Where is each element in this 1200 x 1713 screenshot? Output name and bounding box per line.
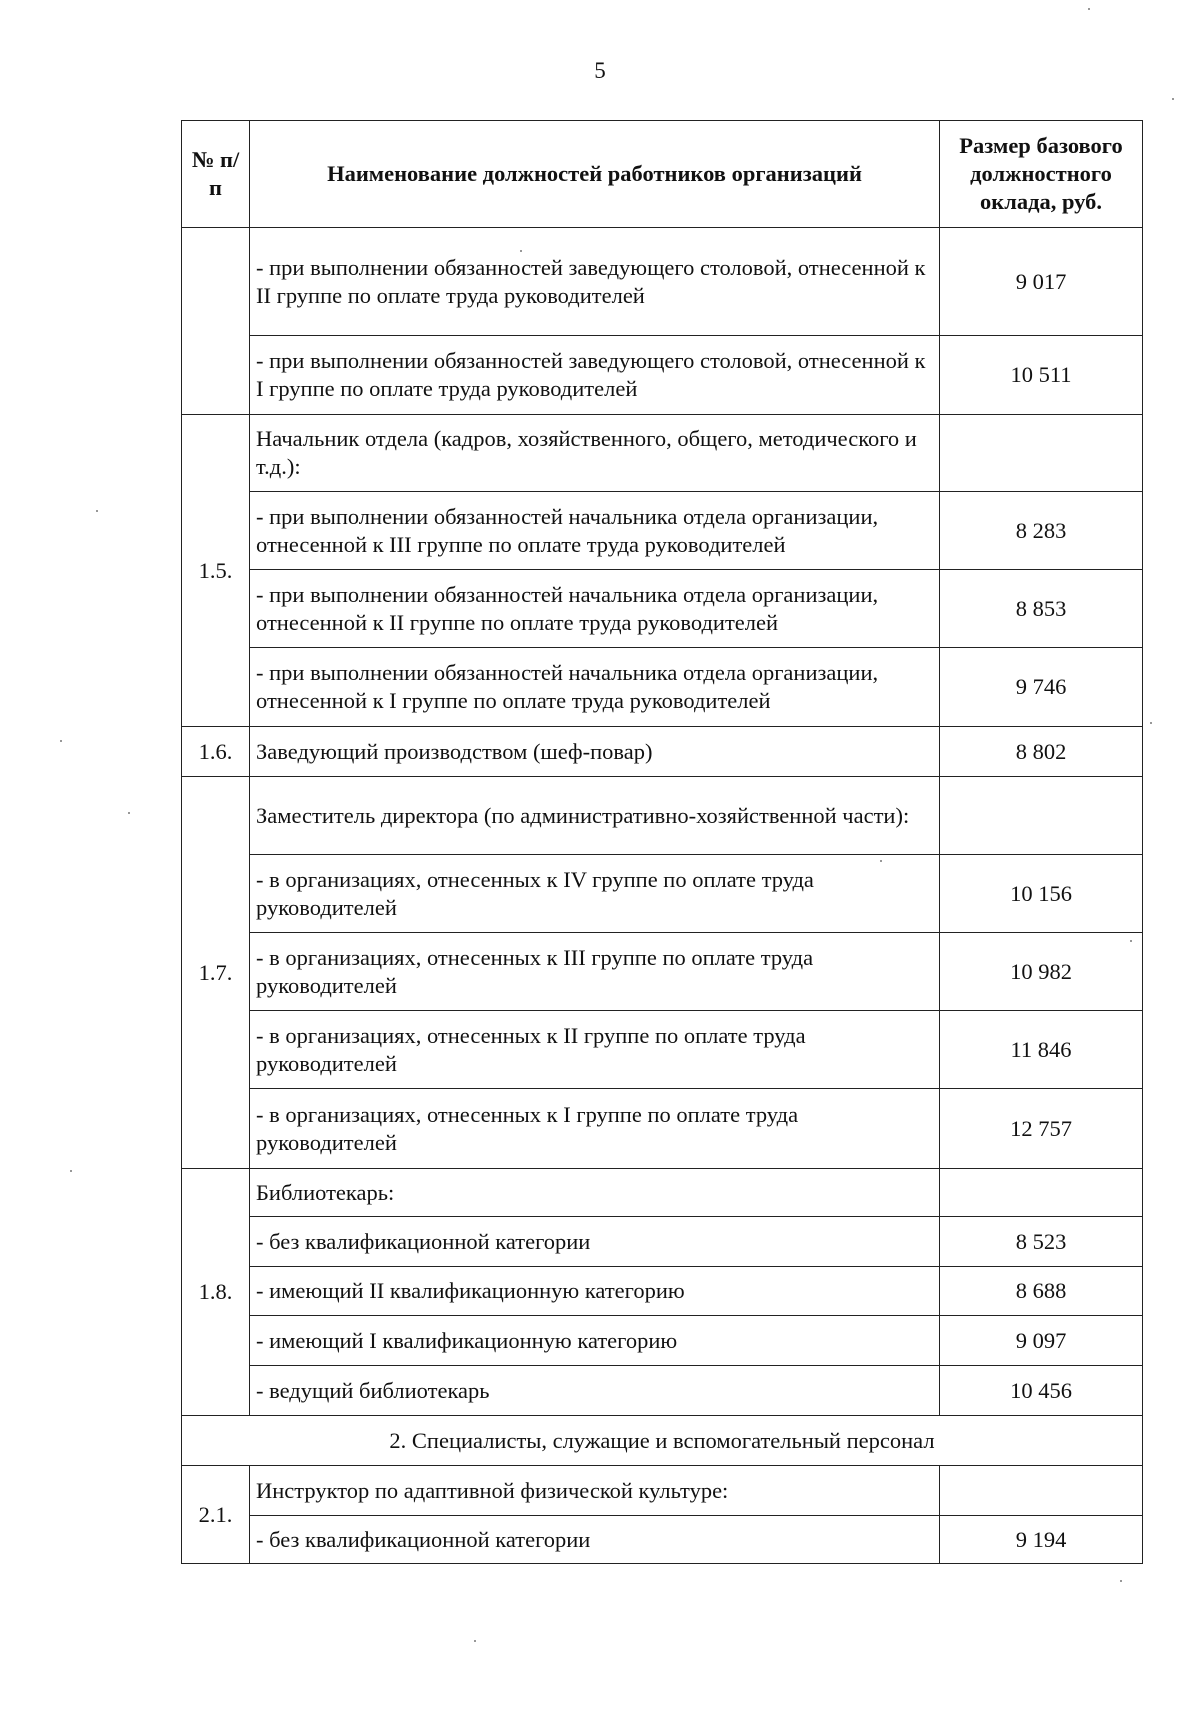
position-name: Библиотекарь:: [250, 1169, 940, 1217]
position-name: - в организациях, отнесенных к I группе по оплате труда руководителей: [250, 1089, 940, 1169]
table-row: [182, 1217, 1143, 1267]
header-num: № п/п: [182, 121, 250, 228]
scan-speck: [1172, 98, 1174, 100]
position-name: - в организациях, отнесенных к II группе по оплате труда руководителей: [250, 1011, 940, 1089]
position-name: - в организациях, отнесенных к III группе по оплате труда руководителей: [250, 933, 940, 1011]
salary-value: [940, 1169, 1143, 1217]
row-number: 1.8.: [182, 1169, 250, 1416]
row-number: 1.6.: [182, 727, 250, 777]
salary-value: 10 456: [940, 1366, 1143, 1416]
salary-value: [940, 1466, 1143, 1516]
salary-value: 9 194: [940, 1516, 1143, 1564]
page-number: 5: [594, 58, 606, 83]
table-row: [182, 336, 1143, 415]
salary-value: 9 017: [940, 228, 1143, 336]
table-row: [182, 1011, 1143, 1089]
table-row: [182, 777, 1143, 855]
salary-value: 10 511: [940, 336, 1143, 415]
table-row: [182, 727, 1143, 777]
salary-value: 8 688: [940, 1267, 1143, 1316]
position-name: - при выполнении обязанностей начальника отдела организации, отнесенной к I группе по оплате труда руководителей: [250, 648, 940, 727]
scan-speck: [96, 510, 98, 512]
position-name: - при выполнении обязанностей начальника отдела организации, отнесенной к II группе по оплате труда руководителей: [250, 570, 940, 648]
section-heading: 2. Специалисты, служащие и вспомогательный персонал: [182, 1416, 1143, 1466]
table-row: [182, 648, 1143, 727]
table-row: [182, 1316, 1143, 1366]
table-row: [182, 1267, 1143, 1316]
position-name: - без квалификационной категории: [250, 1217, 940, 1267]
salary-value: 12 757: [940, 1089, 1143, 1169]
section-row: [182, 1416, 1143, 1466]
salary-value: 9 746: [940, 648, 1143, 727]
position-name: - в организациях, отнесенных к IV группе по оплате труда руководителей: [250, 855, 940, 933]
position-name: - имеющий I квалификационную категорию: [250, 1316, 940, 1366]
table-row: [182, 1089, 1143, 1169]
table-row: [182, 855, 1143, 933]
position-name: - при выполнении обязанностей начальника отдела организации, отнесенной к III группе по оплате труда руководителей: [250, 492, 940, 570]
table-row: [182, 1466, 1143, 1516]
salary-value: 10 156: [940, 855, 1143, 933]
table-row: [182, 228, 1143, 336]
salary-value: [940, 415, 1143, 492]
salary-value: 8 802: [940, 727, 1143, 777]
position-name: Заведующий производством (шеф-повар): [250, 727, 940, 777]
scan-speck: [520, 250, 522, 252]
position-name: - при выполнении обязанностей заведующего столовой, отнесенной к II группе по оплате труда руководителей: [250, 228, 940, 336]
scan-speck: [880, 860, 882, 862]
table-row: [182, 415, 1143, 492]
table-row: [182, 1169, 1143, 1217]
salary-value: 8 853: [940, 570, 1143, 648]
position-name: Заместитель директора (по административно-хозяйственной части):: [250, 777, 940, 855]
table-row: [182, 492, 1143, 570]
salary-value: 8 523: [940, 1217, 1143, 1267]
table-row: [182, 933, 1143, 1011]
position-name: - имеющий II квалификационную категорию: [250, 1267, 940, 1316]
position-name: - без квалификационной категории: [250, 1516, 940, 1564]
scan-speck: [474, 1640, 476, 1642]
header-salary: Размер базового должностного оклада, руб.: [940, 121, 1143, 228]
position-name: - при выполнении обязанностей заведующего столовой, отнесенной к I группе по оплате труда руководителей: [250, 336, 940, 415]
scan-speck: [70, 1170, 72, 1172]
position-name: - ведущий библиотекарь: [250, 1366, 940, 1416]
row-number: 1.5.: [182, 415, 250, 727]
scan-speck: [1088, 8, 1090, 10]
position-name: Начальник отдела (кадров, хозяйственного, общего, методического и т.д.):: [250, 415, 940, 492]
salary-value: 9 097: [940, 1316, 1143, 1366]
table-row: [182, 1516, 1143, 1564]
scan-speck: [1130, 940, 1132, 942]
header-name: Наименование должностей работников организаций: [250, 121, 940, 228]
table-header-row: [182, 121, 1143, 228]
salary-value: 8 283: [940, 492, 1143, 570]
salary-value: 11 846: [940, 1011, 1143, 1089]
row-number: 1.7.: [182, 777, 250, 1169]
table-row: [182, 1366, 1143, 1416]
table-row: [182, 570, 1143, 648]
scan-speck: [128, 812, 130, 814]
scan-speck: [1150, 722, 1152, 724]
salary-value: 10 982: [940, 933, 1143, 1011]
position-name: Инструктор по адаптивной физической культуре:: [250, 1466, 940, 1516]
scan-speck: [1120, 1580, 1122, 1582]
salary-table: [181, 120, 1143, 1564]
scan-speck: [60, 740, 62, 742]
salary-value: [940, 777, 1143, 855]
row-number: [182, 228, 250, 415]
row-number: 2.1.: [182, 1466, 250, 1564]
